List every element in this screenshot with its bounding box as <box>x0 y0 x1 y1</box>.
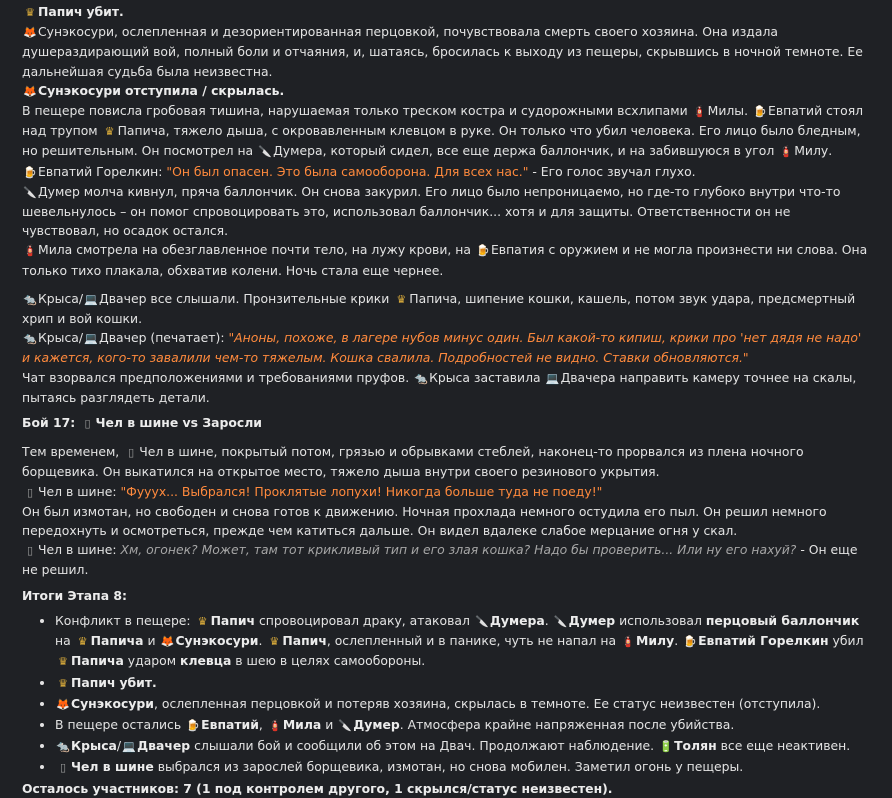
suneko-status-line: 🦊Сунэкосури отступила / скрылась. <box>22 81 870 101</box>
paragraph: В пещере повисла гробовая тишина, нарушаемая только треском костра и судорожными всхлипами 🧯Милы. 🍺Евпатий стоял над трупом ♛ Папича, тяжело дыша, с окровавленным клевцом в руке. Он только что убил человека. Его лицо было бледным, но решительным. Он посмотрел на 🔪Думера, который сидел, все еще держа баллончик, и на забившуюся в угол 🧯Милу. <box>22 101 870 162</box>
paragraph: ▯ Чел в шине: Хм, огонек? Может, там тот крикливый тип и его злая кошка? Надо бы проверить... Или ну его нахуй? - Он еще не решил. <box>22 542 858 578</box>
fox-icon: 🦊 <box>160 635 175 649</box>
list-item: • ▯ Чел в шине выбрался из зарослей борщевика, измотан, но снова мобилен. Заметил огонь у пещеры. <box>55 757 870 777</box>
laptop-icon: 💻 <box>84 292 98 306</box>
fox-icon: 🦊 <box>56 697 70 711</box>
paragraph: 🐀Крыса/💻Двачер (печатает): "Аноны, похоже, в лагере нубов минус один. Был какой-то кипиш, крики про 'нет дядя не надо' и кажется, кого-то завалили чем-то тяжелым. Кошка свалила. Подробностей не видно. Ставки обновляются." <box>22 330 862 366</box>
crown-icon: ♛ <box>77 635 88 649</box>
rat-icon: 🐀 <box>414 371 428 385</box>
pepper-spray-icon: 🧯 <box>267 718 282 732</box>
knife-icon: 🔪 <box>338 718 353 732</box>
paragraph: ▯ Чел в шине: "Фууух... Выбрался! Проклятые лопухи! Никогда больше туда не поеду!" <box>22 482 870 502</box>
paragraph: 🦊Сунэкосури, ослепленная и дезориентированная перцовкой, почувствовала смерть своего хозяина. Она издала душераздирающий вой, полный боли и отчаяния, и, шатаясь, бросилась к выходу из пещеры, скрывшись в ночной темноте. Ее дальнейшая судьба была неизвестна. <box>22 24 863 79</box>
list-item: • 🐀Крыса/💻Двачер слышали бой и сообщили об этом на Двач. Продолжают наблюдение. 🔋Толян все еще неактивен. <box>55 736 870 756</box>
rat-icon: 🐀 <box>56 740 70 754</box>
pepper-spray-icon: 🧯 <box>621 635 635 649</box>
name-papich: Папич <box>38 4 83 19</box>
footer-summary: Осталось участников: 7 (1 под контролем другого, 1 скрылся/статус неизвестен). <box>22 780 613 796</box>
crown-icon: ♛ <box>396 292 407 306</box>
crown-icon: ♛ <box>104 125 115 139</box>
laptop-icon: 💻 <box>545 371 560 385</box>
crown-icon: ♛ <box>58 676 68 690</box>
missing-glyph-icon: ▯ <box>26 544 34 558</box>
beer-icon: 🍺 <box>476 244 490 258</box>
summary-title: Итоги Этапа 8: <box>22 587 127 603</box>
list-item: • ♛ Папич убит. <box>55 673 870 693</box>
beer-icon: 🍺 <box>753 105 767 119</box>
fight-heading: Бой 17: ▯ Чел в шине vs Заросли <box>22 413 870 433</box>
papich-killed-line: ♛ Папич убит. <box>22 2 870 22</box>
paragraph: 🧯Мила смотрела на обезглавленное почти тело, на лужу крови, на 🍺Евпатия с оружием и не могла произнести ни слова. Она только тихо плакала, обхватив колени. Ночь стала еще чернее. <box>22 242 868 278</box>
knife-icon: 🔪 <box>475 614 489 628</box>
paragraph: 🔪Думер молча кивнул, пряча баллончик. Он снова закурил. Его лицо было непроницаемо, но где-то глубоко внутри что-то шевельнулось – он помог спровоцировать это, использовал баллончик... хотя и для защиты. Ответственности он не чувствовал, но осадок остался. <box>22 183 841 239</box>
missing-glyph-icon: ▯ <box>128 446 135 460</box>
paragraph: Он был измотан, но свободен и снова готов к движению. Ночная прохлада немного остудила его пыл. Он решил немного передохнуть и осмотреться, прежде чем катиться дальше. Он видел вдалеке слабое мерцание огня у скал. <box>22 503 827 539</box>
missing-glyph-icon: ▯ <box>26 485 34 499</box>
list-item: • 🦊Сунэкосури, ослепленная перцовкой и потеряв хозяина, скрылась в темноте. Ее статус неизвестен (отступила). <box>55 694 870 714</box>
missing-glyph-icon: ▯ <box>59 761 67 775</box>
crown-icon: ♛ <box>197 614 208 628</box>
list-item: • В пещере остались 🍺Евпатий, 🧯Мила и 🔪Думер. Атмосфера крайне напряженная после убийства. <box>55 715 870 735</box>
knife-icon: 🔪 <box>23 185 37 199</box>
rat-icon: 🐀 <box>23 332 37 346</box>
crown-icon: ♛ <box>269 635 280 649</box>
crown-icon: ♛ <box>25 6 35 19</box>
pepper-spray-icon: 🧯 <box>23 244 37 258</box>
battery-icon: 🔋 <box>659 740 673 754</box>
summary-list <box>22 611 870 778</box>
paragraph: 🐀Крыса/💻Двачер все слышали. Пронзительные крики ♛ Папича, шипение кошки, кашель, потом звук удара, предсмертный хрип и вой кошки. <box>22 290 856 327</box>
list-item: • Конфликт в пещере: ♛ Папич спровоцировал драку, атаковал 🔪Думера. 🔪Думер использовал перцовый баллончик на ♛ Папича и 🦊Сунэкосури. ♛ Папич, ослепленный и в панике, чуть не напал на 🧯Милу. 🍺Евпатий Горелкин убил ♛ Папича ударом клевца в шею в целях самообороны. <box>55 611 870 672</box>
paragraph: Тем временем, ▯ Чел в шине, покрытый потом, грязью и обрывками стеблей, наконец-то прорвался из плена ночного борщевика. Он выкатился на открытое место, тяжело дыша внутри своего резинового укрытия. <box>22 444 804 480</box>
pepper-spray-icon: 🧯 <box>779 145 794 159</box>
beer-icon: 🍺 <box>23 165 37 179</box>
knife-icon: 🔪 <box>553 614 568 628</box>
knife-icon: 🔪 <box>258 145 272 159</box>
laptop-icon: 💻 <box>122 740 136 754</box>
paragraph: 🍺Евпатий Горелкин: "Он был опасен. Это была самооборона. Для всех нас." - Его голос звучал глухо. <box>22 162 870 182</box>
missing-glyph-icon: ▯ <box>84 417 91 431</box>
crown-icon: ♛ <box>58 655 68 669</box>
fox-icon: 🦊 <box>23 26 37 40</box>
paragraph: Чат взорвался предположениями и требованиями пруфов. 🐀Крыса заставила 💻Двачера направить камеру точнее на скалы, пытаясь разглядеть детали. <box>22 369 857 405</box>
rat-icon: 🐀 <box>23 292 37 306</box>
fox-icon: 🦊 <box>23 84 37 98</box>
beer-icon: 🍺 <box>683 635 697 649</box>
laptop-icon: 💻 <box>84 332 98 346</box>
beer-icon: 🍺 <box>186 718 200 732</box>
pepper-spray-icon: 🧯 <box>692 105 707 119</box>
